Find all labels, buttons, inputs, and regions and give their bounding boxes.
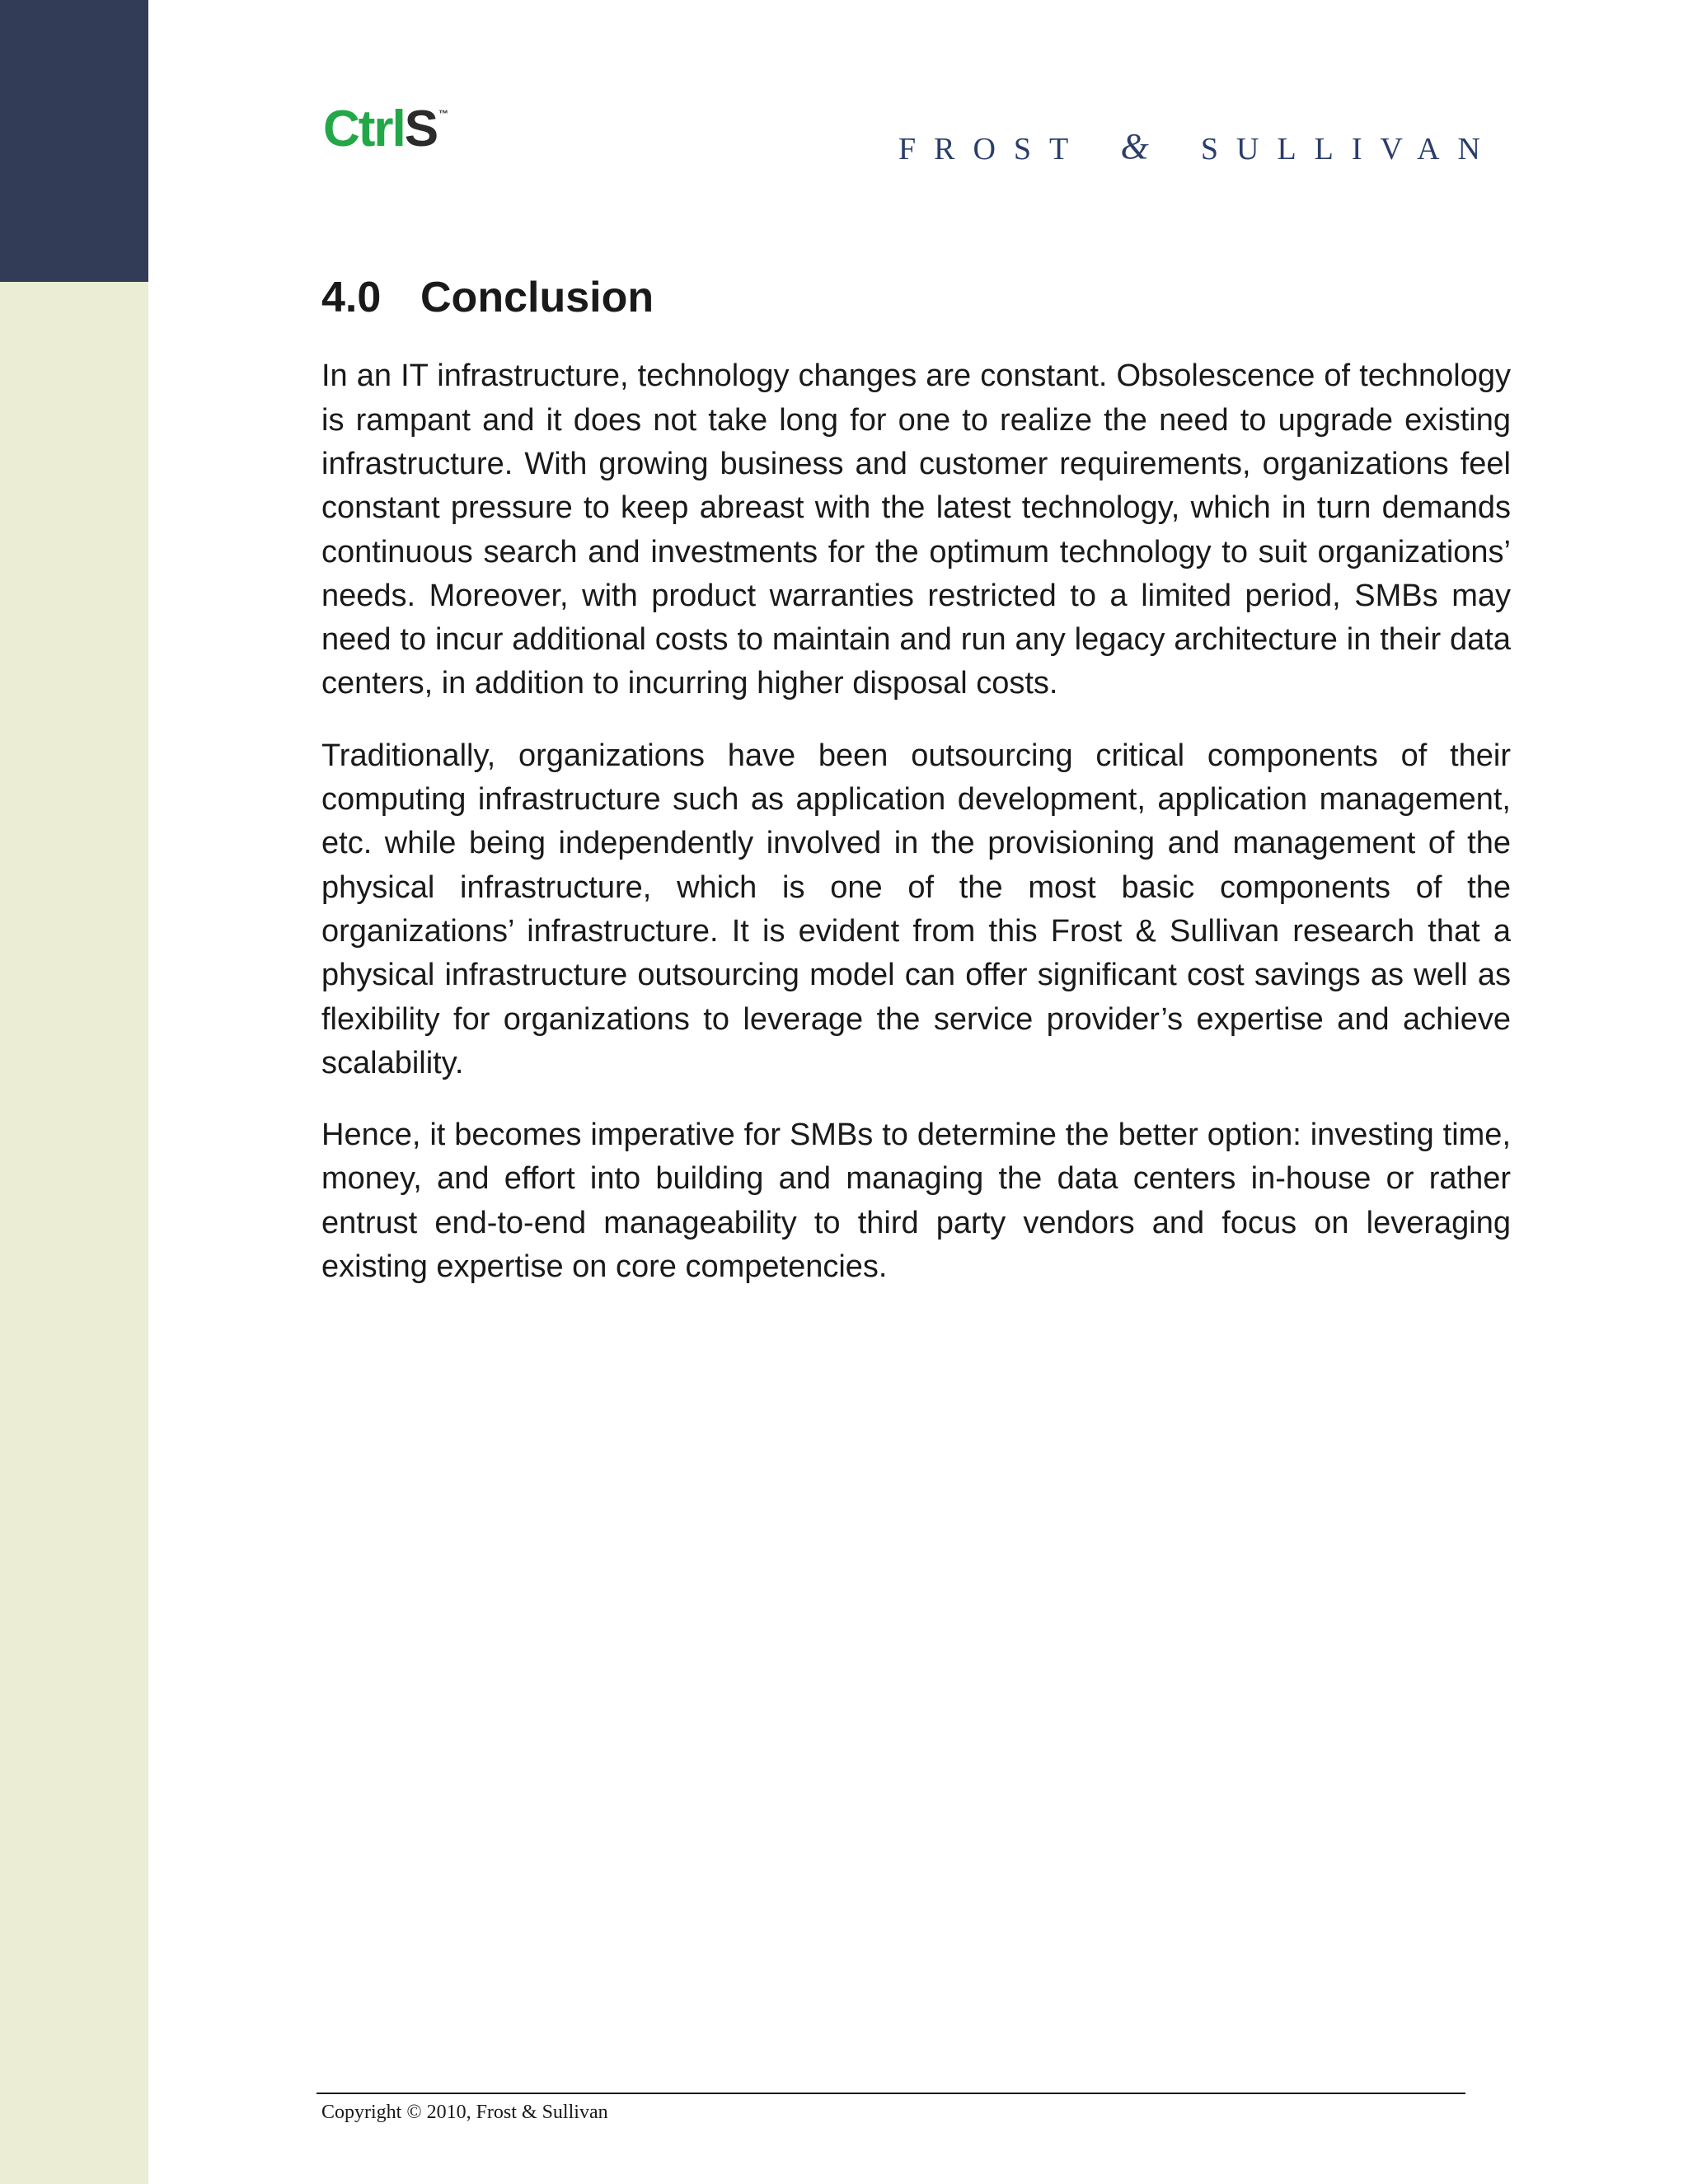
section-heading [321,272,1511,323]
frost-sullivan-logo [898,126,1498,170]
ctrls-logo-tm: ™ [438,108,449,120]
paragraph-3: Hence, it becomes imperative for SMBs to determine the better option: investing time, money, and effort into building and managing the data centers in-house or rather entrust end-to-end manageability to third party vendors and focus on leveraging existing expertise on core competencies. [321,1118,1511,1285]
side-band [0,0,148,2184]
ctrls-logo-s: S [404,101,438,157]
ctrls-logo-ctrl: Ctrl [323,101,405,157]
footer-copyright: Copyright © 2010, Frost & Sullivan [321,2102,608,2123]
frost-logo-word: FROST [898,132,1087,166]
paragraph-2: Traditionally, organizations have been outsourcing critical components of their computing infrastructure such as application development, application management, etc. while being independently involved in the provisioning and management of the physical infrastructure, which is one of the most basic components of the organizations’ infrastructure. It is evident from this Frost & Sullivan research that a physical infrastructure outsourcing model can offer significant cost savings as well as flexibility for organizations to leverage the service provider’s expertise and achieve scalability. [321,738,1511,1080]
section-title: Conclusion [420,274,654,321]
main-content [321,272,1511,1317]
side-band-top-block [0,0,148,282]
section-number: 4.0 [321,274,382,321]
paragraph-1: In an IT infrastructure, technology changes are constant. Obsolescence of technology is rampant and it does not take long for one to realize the need to upgrade existing infrastructure. With growing business and customer requirements, organizations feel constant pressure to keep abreast with the latest technology, which in turn demands continuous search and investments for the optimum technology to suit organizations’ needs. Moreover, with product warranties restricted to a limited period, SMBs may need to incur additional costs to maintain and run any legacy architecture in their data centers, in addition to incurring higher disposal costs. [321,359,1511,701]
ctrls-logo [323,101,449,157]
footer-rule [316,2093,1465,2094]
sullivan-logo-word: SULLIVAN [1200,132,1498,166]
frost-logo-ampersand: & [1120,126,1167,166]
